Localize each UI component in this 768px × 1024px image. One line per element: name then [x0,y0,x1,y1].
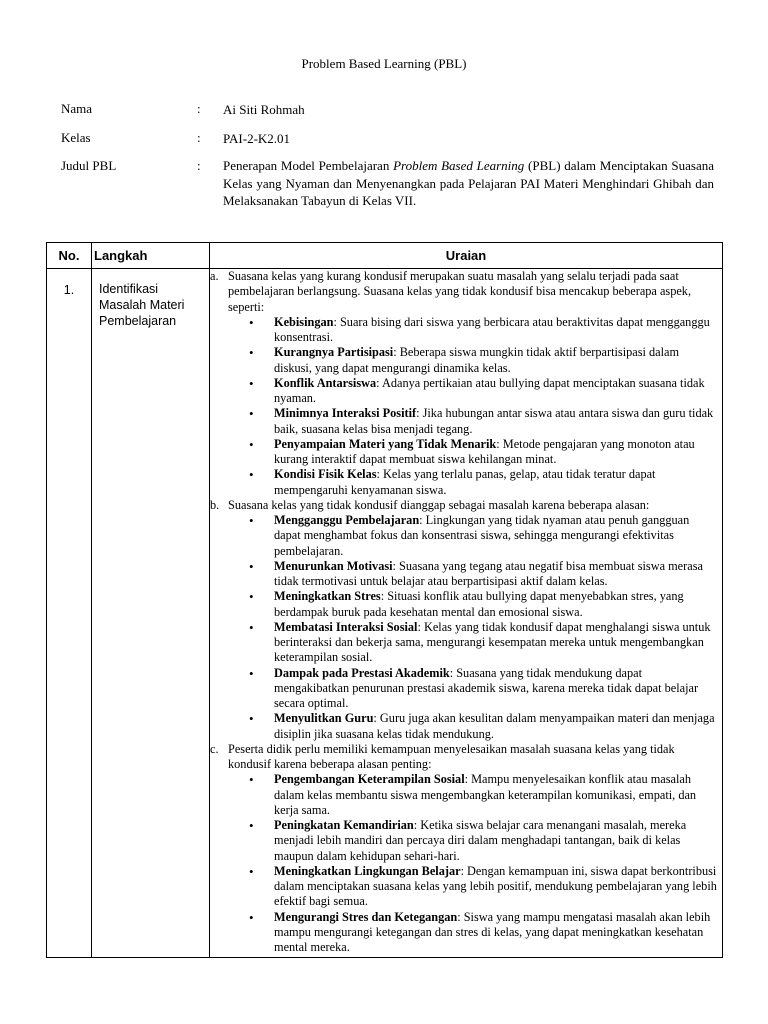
section-intro: Peserta didik perlu memiliki kemampuan menyelesaikan masalah suasana kelas yang tidak kondusif karena beberapa alasan penting: [228,741,675,771]
item-description: : Ketika siswa belajar cara menangani masalah, mereka menjadi lebih mandiri dan percaya diri dalam menghadapi tantangan, baik di kelas maupun dalam kehidupan sehari-hari. [274,818,687,863]
list-item [274,345,718,376]
item-description: : Suasana yang tegang atau negatif bisa membuat siswa merasa tidak termotivasi untuk belajar atau berpartisipasi aktif dalam kelas. [274,558,703,588]
item-term: Mengurangi Stres dan Ketegangan [274,909,458,924]
list-item [274,467,718,498]
item-description: : Guru juga akan kesulitan dalam menyampaikan materi dan menjaga disiplin jika suasana kelas tidak mendukung. [274,711,715,741]
item-description: : Lingkungan yang tidak nyaman atau penuh gangguan dapat menghambat fokus dan konsentrasi siswa, sehingga mengurangi efektivitas pembelajaran. [274,513,690,558]
header-no: No. [47,243,92,269]
row-uraian [210,269,723,958]
nama-value: Ai Siti Rohmah [223,102,305,117]
document-title: Problem Based Learning (PBL) [301,56,467,71]
list-item [274,376,718,407]
judul-text-pre: Penerapan Model Pembelajaran [223,158,394,173]
item-term: Meningkatkan Lingkungan Belajar [274,863,461,878]
judul-text-post: (PBL) dalam Menciptakan Suasana Kelas yang Nyaman dan Menyenangkan pada Pelajaran PAI Materi Menghindari Ghibah dan Melaksanakan Tabayun di Kelas VII. [223,158,714,208]
row-number: 1. [47,269,92,958]
bullet-list [228,315,718,498]
item-description: : Dengan kemampuan ini, siswa dapat berkontribusi dalam menciptakan suasana kelas yang lebih positif, mendukung pembelajaran yang lebih efektif bagi semua. [274,863,717,909]
item-term: Kebisingan [274,314,334,329]
header-uraian: Uraian [210,243,723,269]
judul-text-italic: Problem Based Learning [393,158,525,173]
item-description: : Suasana yang tidak mendukung dapat mengakibatkan penurunan prestasi akademik siswa, karena mereka tidak dapat belajar secara optimal. [274,665,699,710]
list-item [274,818,718,864]
item-description: : Kelas yang tidak kondusif dapat menghalangi siswa untuk berinteraksi dan bekerja sama, mengurangi kesempatan mereka untuk mengembangkan keterampilan sosial. [274,619,711,665]
list-item [274,620,718,666]
section-letter: b. [210,497,220,512]
list-item [274,772,718,818]
pbl-table [46,242,723,958]
kelas-label: Kelas [61,130,91,145]
list-item [274,559,718,590]
section-intro: Suasana kelas yang tidak kondusif dianggap sebagai masalah karena beberapa alasan: [228,497,650,512]
header-langkah: Langkah [92,243,210,269]
list-item [274,315,718,346]
item-term: Penyampaian Materi yang Tidak Menarik [274,436,497,451]
item-term: Menyulitkan Guru [274,711,374,726]
nama-label: Nama [61,101,93,116]
item-description: : Kelas yang terlalu panas, gelap, atau tidak teratur dapat mempengaruhi kenyamanan siswa. [274,467,656,497]
list-item [274,711,718,742]
item-term: Mengganggu Pembelajaran [274,513,420,527]
item-description: : Situasi konflik atau bullying dapat menyebabkan stres, yang berdampak buruk pada kesehatan mental dan emosional siswa. [274,589,684,619]
uraian-section [210,498,718,742]
table-row [47,269,723,958]
kelas-colon: : [197,130,201,145]
item-term: Dampak pada Prestasi Akademik [274,665,450,680]
item-description: : Adanya pertikaian atau bullying dapat menciptakan suasana tidak nyaman. [274,375,705,405]
list-item [274,437,718,468]
item-term: Membatasi Interaksi Sosial [274,619,418,634]
list-item [274,513,718,559]
item-term: Meningkatkan Stres [274,589,381,604]
judul-colon: : [197,158,201,173]
judul-value [223,157,714,210]
item-description: : Beberapa siswa mungkin tidak aktif berpartisipasi dalam diskusi, yang dapat mengurangi dinamika kelas. [274,345,680,375]
bullet-list [228,513,718,742]
section-letter: a. [210,269,219,283]
list-item [274,406,718,437]
list-item [274,864,718,910]
row-langkah: Identifikasi Masalah Materi Pembelajaran [92,269,210,958]
table-header-row [47,243,723,269]
list-item [274,666,718,712]
item-term: Minimnya Interaksi Positif [274,406,417,421]
item-term: Konflik Antarsiswa [274,375,377,390]
item-term: Kurangnya Partisipasi [274,345,394,360]
uraian-section [210,269,718,498]
kelas-value: PAI-2-K2.01 [223,131,291,146]
item-description: : Suara bising dari siswa yang berbicara atau beraktivitas dapat mengganggu konsentrasi. [274,314,710,344]
nama-colon: : [197,101,201,116]
item-term: Menurunkan Motivasi [274,558,393,573]
list-item [274,589,718,620]
bullet-list [228,772,718,955]
uraian-section [210,742,718,956]
item-description: : Jika hubungan antar siswa atau antara siswa dan guru tidak baik, suasana kelas bisa menjadi tegang. [274,406,714,436]
item-term: Peningkatan Kemandirian [274,818,414,832]
judul-label: Judul PBL [61,158,117,173]
section-intro: Suasana kelas yang kurang kondusif merupakan suatu masalah yang selalu terjadi pada saat pembelajaran berlangsung. Suasana kelas yang tidak kondusif bisa mencakup beberapa aspek, seperti: [228,269,692,314]
section-letter: c. [210,741,219,756]
item-description: : Metode pengajaran yang monoton atau kurang interaktif dapat membuat siswa kehilangan minat. [274,436,695,466]
item-term: Pengembangan Keterampilan Sosial [274,772,465,787]
list-item [274,910,718,956]
item-description: : Siswa yang mampu mengatasi masalah akan lebih mampu mengurangi ketegangan dan stres di kelas, yang dapat meningkatkan kesehatan mental mereka. [274,909,711,954]
item-term: Kondisi Fisik Kelas [274,467,377,482]
item-description: : Mampu menyelesaikan konflik atau masalah dalam kelas membantu siswa mengembangkan keterampilan komunikasi, empati, dan kerja sama. [274,772,697,817]
